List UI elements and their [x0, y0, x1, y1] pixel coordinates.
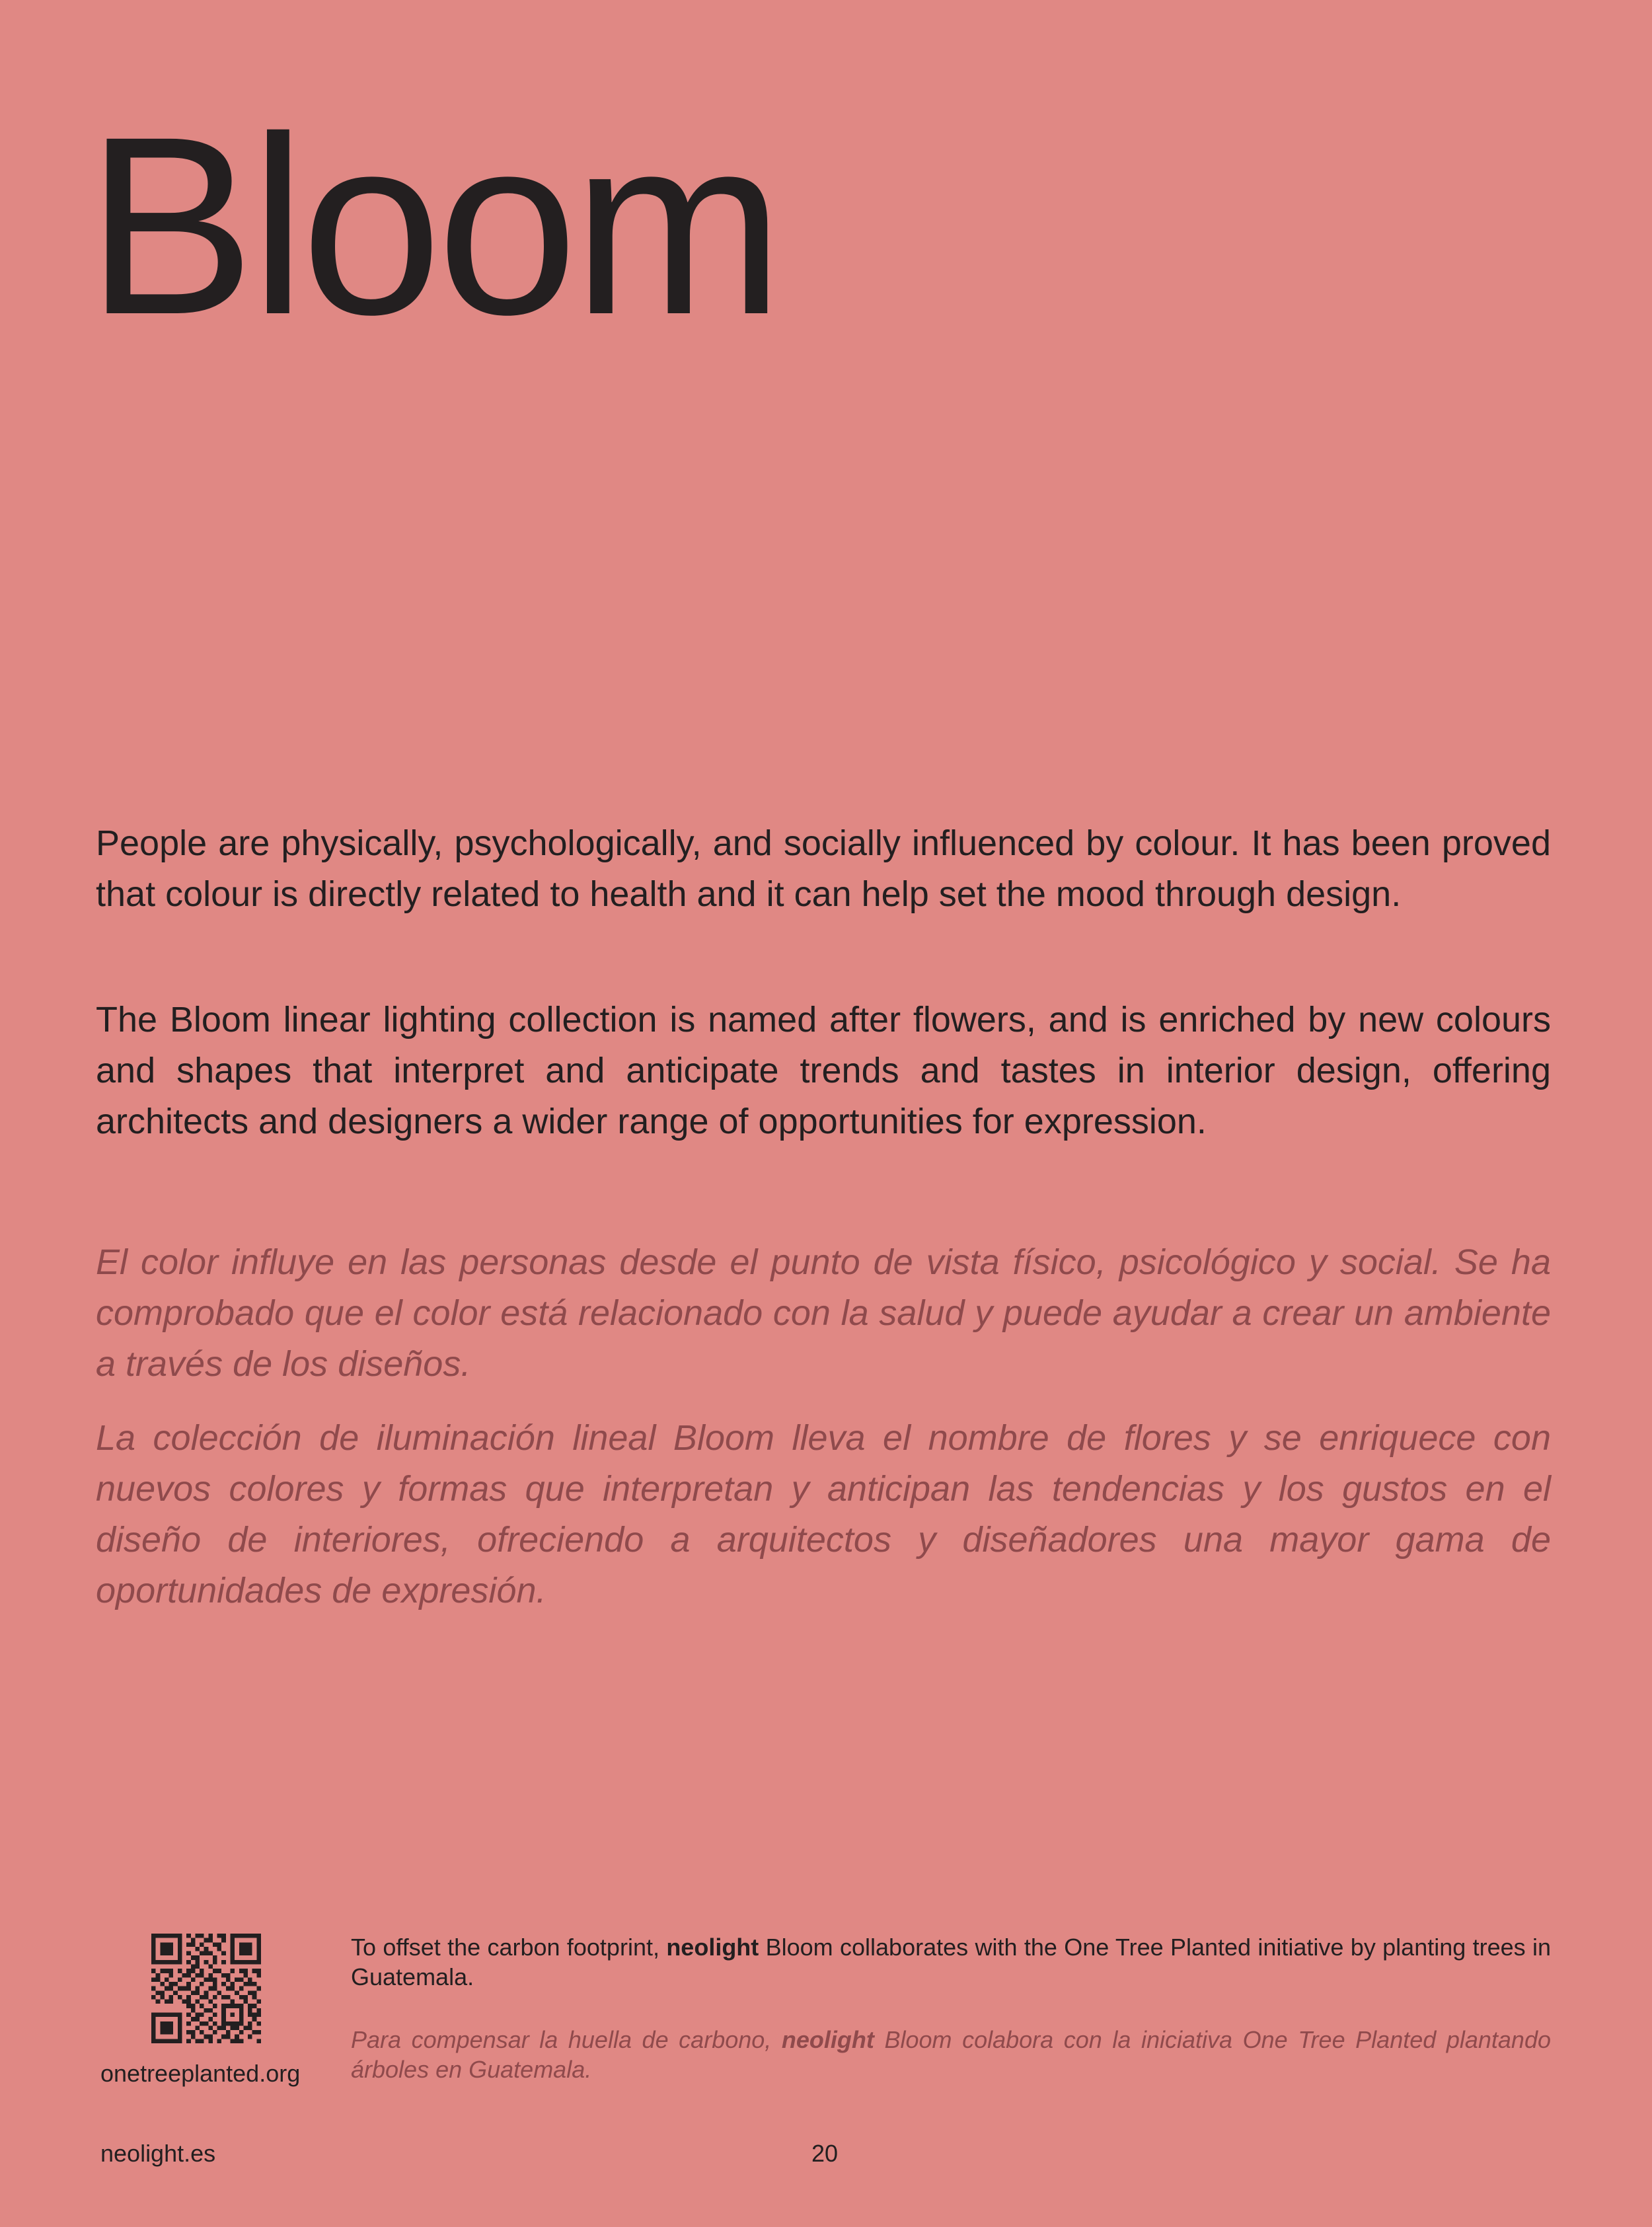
intro-paragraph-en-1: People are physically, psychologically, and socially influenced by colour. It has been proved that colour is directly related to health and it can help set the mood through design.: [96, 823, 1551, 914]
brand-name: neolight: [666, 1934, 759, 1961]
offset-note-en-before: To offset the carbon footprint,: [351, 1934, 667, 1961]
qr-code-icon[interactable]: [151, 1934, 261, 2043]
offset-note-es-after: Bloom colabora con la iniciativa One Tree Planted plantando árboles en Guatemala.: [351, 2026, 1551, 2083]
offset-note-es-before: Para compensar la huella de carbono,: [351, 2026, 782, 2053]
offset-note-es: [351, 2025, 1551, 2084]
offset-note-en-after: Bloom collaborates with the One Tree Planted initiative by planting trees in Guatemala.: [351, 1934, 1551, 1990]
offset-note-en: [351, 1932, 1551, 1992]
footer-website-link[interactable]: neolight.es: [100, 2140, 216, 2167]
page-title: Bloom: [86, 84, 779, 367]
page-number: 20: [811, 2140, 839, 2167]
brand-name-es: neolight: [781, 2026, 874, 2053]
intro-paragraph-es-1: El color influye en las personas desde el punto de vista físico, psicológico y social. Se ha comprobado que el color está relacionado con la salud y puede ayudar a crear un ambiente a través de los diseños.: [96, 1242, 1551, 1384]
qr-link-label[interactable]: onetreeplanted.org: [100, 2060, 301, 2087]
intro-paragraph-es-2: La colección de iluminación lineal Bloom lleva el nombre de flores y se enriquece con nuevos colores y formas que interpretan y anticipan las tendencias y los gustos en el diseño de interiores, ofreciendo a arquitectos y diseñadores una mayor gama de oportunidades de expresión.: [96, 1418, 1551, 1610]
intro-paragraph-en-2: The Bloom linear lighting collection is named after flowers, and is enriched by new colours and shapes that interpret and anticipate trends and tastes in interior design, offering architects and designers a wider range of opportunities for expression.: [96, 1000, 1551, 1141]
